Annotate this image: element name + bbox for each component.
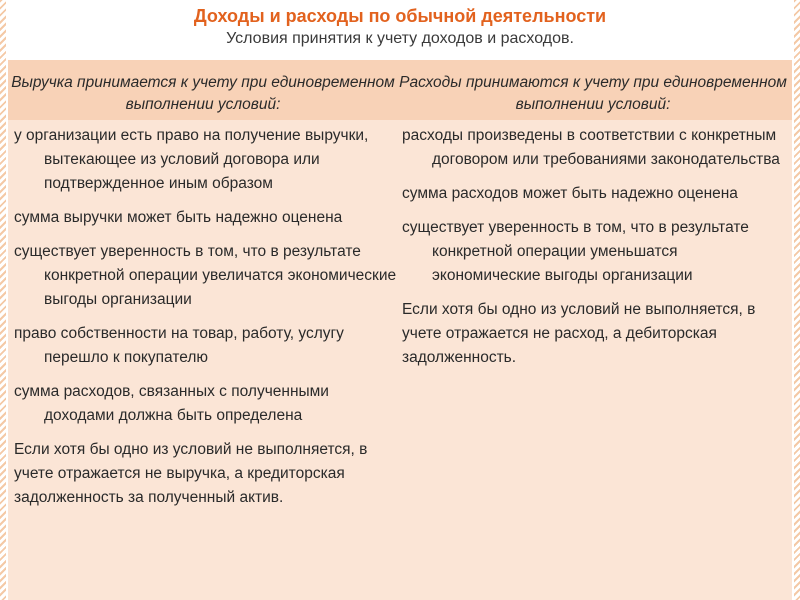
- revenue-note: Если хотя бы одно из условий не выполняется, в учете отражается не выручка, а кредиторская задолженность за полученный актив.: [14, 441, 368, 506]
- revenue-condition: сумма выручки может быть надежно оценена: [14, 209, 343, 226]
- revenue-condition: сумма расходов, связанных с полученными доходами должна быть определена: [14, 383, 329, 424]
- left-decor-stripe: [0, 0, 6, 600]
- expense-condition: существует уверенность в том, что в результате конкретной операции уменьшатся экономические выгоды организации: [402, 219, 749, 284]
- right-decor-stripe: [794, 0, 800, 600]
- revenue-condition: существует уверенность в том, что в результате конкретной операции увеличатся экономические выгоды организации: [14, 243, 397, 308]
- expense-note: Если хотя бы одно из условий не выполняется, в учете отражается не расход, а дебиторская задолженность.: [402, 301, 756, 366]
- header-expense-conditions: Расходы принимаются к учету при единовременном выполнении условий:: [399, 74, 787, 113]
- revenue-condition: право собственности на товар, работу, услугу перешло к покупателю: [14, 325, 344, 366]
- expense-conditions-column: [402, 124, 790, 380]
- table-body: [8, 120, 792, 600]
- revenue-condition: у организации есть право на получение выручки, вытекающее из условий договора или подтвержденное иным образом: [14, 127, 369, 192]
- slide-subtitle: Условия принятия к учету доходов и расходов.: [226, 30, 574, 47]
- expense-condition: расходы произведены в соответствии с конкретным договором или требованиями законодательства: [402, 127, 780, 168]
- slide-title: Доходы и расходы по обычной деятельности: [193, 6, 607, 26]
- table-header-row: [8, 60, 792, 120]
- revenue-conditions-column: [14, 124, 398, 520]
- expense-condition: сумма расходов может быть надежно оценена: [402, 185, 738, 202]
- header-revenue-conditions: Выручка принимается к учету при единовременном выполнении условий:: [11, 74, 395, 113]
